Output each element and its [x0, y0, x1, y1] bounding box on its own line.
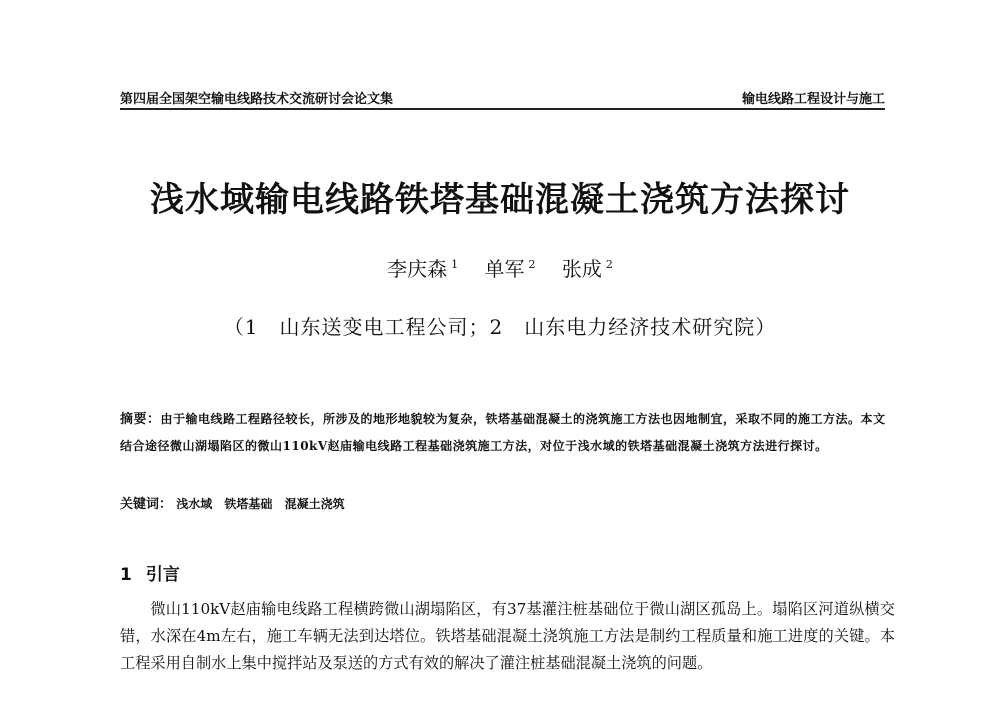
author [562, 257, 613, 281]
keyword: 浅水域 [176, 497, 213, 511]
abstract-text: 由于输电线路工程路径较长，所涉及的地形地貌较为复杂，铁塔基础混凝土的浇筑施工方法也因地制宜，采取不同的施工方法。本文结合途径微山湖塌陷区的微山110kV赵庙输电线路工程基础浇筑施工方法，对位于浅水域的铁塔基础混凝土浇筑方法进行探讨。 [120, 412, 886, 453]
author-affiliation-mark: 1 [451, 258, 459, 272]
author-name: 张成 [561, 257, 602, 281]
keyword: 铁塔基础 [224, 497, 273, 511]
section-title: 引言 [145, 565, 180, 585]
keywords [120, 493, 353, 512]
author [485, 257, 536, 281]
keywords-label: 关键词： [120, 497, 173, 512]
header-proceedings-title: 第四届全国架空输电线路技术交流研讨会论文集 [120, 92, 394, 107]
author-affiliation-mark: 2 [528, 258, 536, 272]
abstract-label: 摘要： [120, 412, 161, 427]
section-heading [120, 560, 180, 585]
header-section-title: 输电线路工程设计与施工 [741, 92, 885, 107]
affiliations: （1 山东送变电工程公司；2 山东电力经济技术研究院） [223, 315, 777, 339]
author-name: 单军 [484, 257, 525, 281]
section-number: 1 [120, 565, 132, 585]
abstract [120, 406, 890, 459]
author-list [0, 253, 1000, 282]
running-header [120, 88, 885, 110]
keyword: 混凝土浇筑 [284, 497, 345, 511]
author [387, 257, 458, 281]
author-affiliation-mark: 2 [605, 258, 613, 272]
body-paragraph: 微山110kV赵庙输电线路工程横跨微山湖塌陷区，有37基灌注桩基础位于微山湖区孤岛上。塌陷区河道纵横交错，水深在4m左右，施工车辆无法到达塔位。铁塔基础混凝土浇筑施工方法是制约工程质量和施工进度的关键。本工程采用自制水上集中搅拌站及泵送的方式有效的解决了灌注桩基础混凝土浇筑的问题。 [120, 600, 895, 672]
author-name: 李庆森 [387, 257, 448, 281]
paper-title: 浅水域输电线路铁塔基础混凝土浇筑方法探讨 [150, 180, 850, 220]
